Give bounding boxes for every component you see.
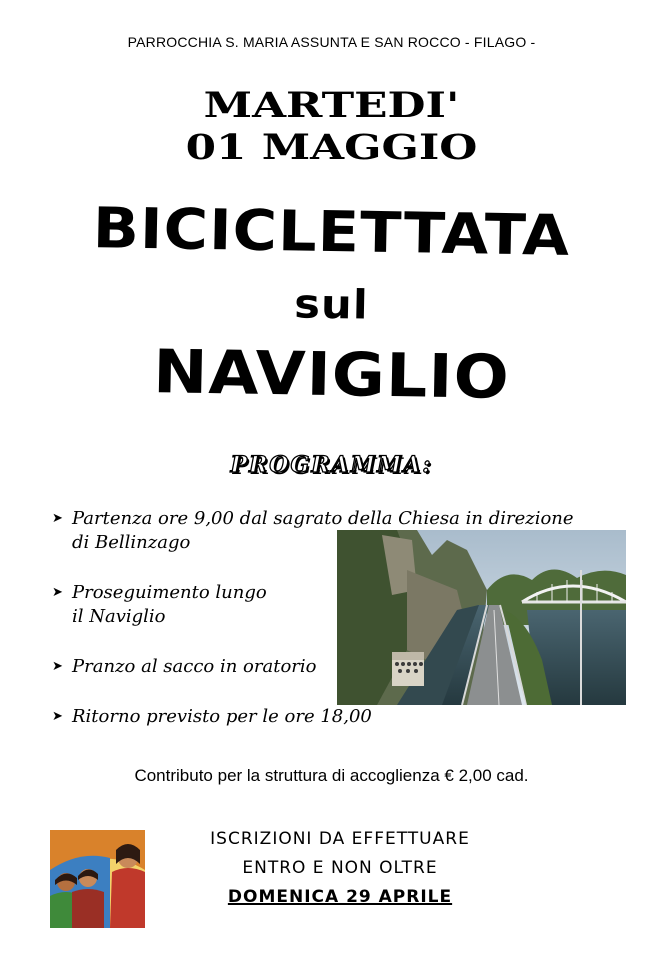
pilgrims-illustration-icon [50, 830, 145, 928]
registration-deadline: DOMENICA 29 APRILE [227, 887, 453, 907]
event-title-location: NAVIGLIO [152, 337, 511, 413]
contribution-note: Contributo per la struttura di accoglienza € 2,00 cad. [134, 766, 529, 785]
arrowhead-bullet-icon: ➤ [52, 709, 63, 724]
program-item-line: Proseguimento lungo [72, 582, 267, 603]
registration-line: ISCRIZIONI DA EFFETTUARE [210, 829, 470, 849]
program-item-line: Pranzo al sacco in oratorio [72, 656, 317, 677]
event-weekday: MARTEDI' [203, 85, 460, 126]
program-item [52, 655, 317, 679]
program-item-line: Partenza ore 9,00 dal sagrato della Chiesa in direzione [72, 508, 574, 529]
program-item [52, 581, 267, 629]
program-heading: PROGRAMMA: [230, 452, 433, 478]
registration-line: ENTRO E NON OLTRE [242, 858, 438, 878]
event-date: 01 MAGGIO [185, 127, 478, 168]
canal-bridge-photo [337, 530, 626, 705]
arrowhead-bullet-icon: ➤ [52, 511, 63, 526]
arrowhead-bullet-icon: ➤ [52, 585, 63, 600]
event-title: BICICLETTATA [92, 196, 571, 269]
program-item-line: Ritorno previsto per le ore 18,00 [72, 706, 372, 727]
program-item-line: il Naviglio [72, 606, 166, 627]
program-item [52, 705, 372, 729]
event-title-connector: sul [293, 281, 370, 329]
program-item-line: di Bellinzago [72, 532, 191, 553]
parish-header: PARROCCHIA S. MARIA ASSUNTA E SAN ROCCO - FILAGO - [127, 34, 536, 50]
arrowhead-bullet-icon: ➤ [52, 659, 63, 674]
